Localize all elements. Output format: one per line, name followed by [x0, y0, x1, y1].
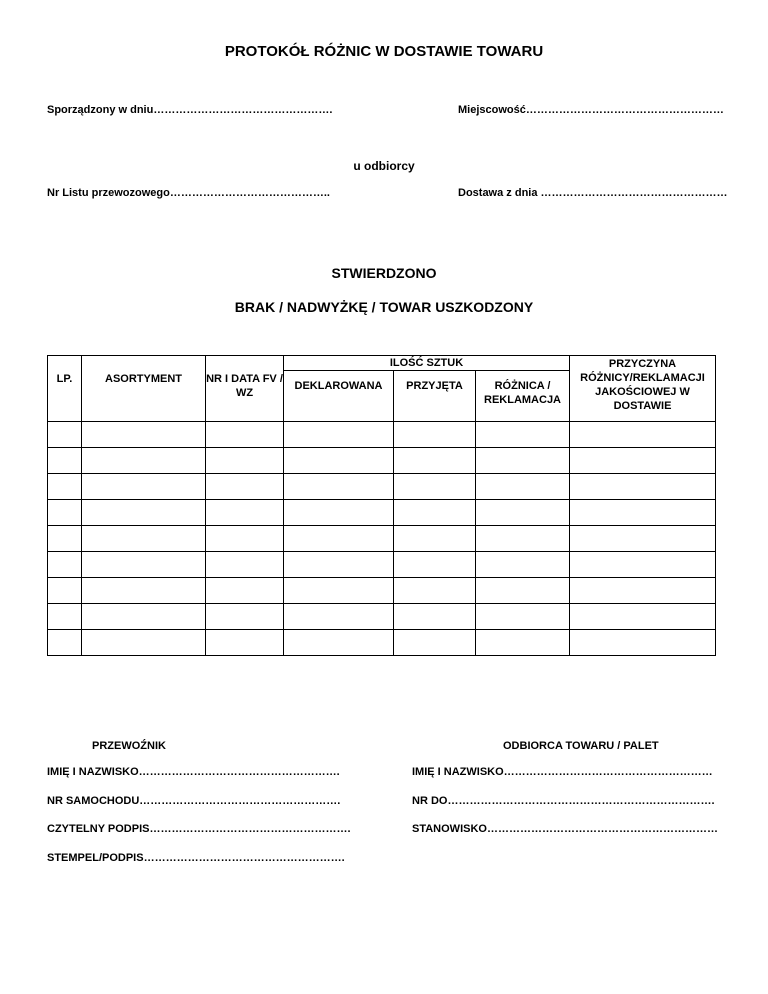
col-declared-header: DEKLAROWANA	[284, 371, 394, 422]
table-cell[interactable]	[570, 578, 716, 604]
receiver-name-field[interactable]: IMIĘ I NAZWISKO…………………………………………………	[412, 766, 713, 778]
table-cell[interactable]	[476, 422, 570, 448]
table-cell[interactable]	[48, 448, 82, 474]
recipient-label: u odbiorcy	[353, 159, 415, 173]
table-cell[interactable]	[206, 422, 284, 448]
table-cell[interactable]	[394, 474, 476, 500]
qty-group-header: ILOŚĆ SZTUK	[284, 356, 570, 371]
table-cell[interactable]	[570, 526, 716, 552]
table-cell[interactable]	[284, 604, 394, 630]
table-cell[interactable]	[394, 500, 476, 526]
table-cell[interactable]	[48, 604, 82, 630]
table-cell[interactable]	[48, 474, 82, 500]
col-received-header: PRZYJĘTA	[394, 371, 476, 422]
table-cell[interactable]	[394, 422, 476, 448]
col-difference-header: RÓŻNICA / REKLAMACJA	[476, 371, 570, 422]
date-field[interactable]: Sporządzony w dniu………………………………………….	[47, 104, 333, 116]
waybill-field[interactable]: Nr Listu przewozowego……………………………………..	[47, 187, 330, 199]
table-cell[interactable]	[394, 448, 476, 474]
col-reason-header: PRZYCZYNA RÓŻNICY/REKLAMACJI JAKOŚCIOWEJ W DOSTAWIE	[570, 356, 716, 422]
col-lp-header: LP.	[48, 356, 82, 422]
discrepancy-table	[47, 355, 716, 656]
table-cell[interactable]	[206, 474, 284, 500]
table-cell[interactable]	[48, 578, 82, 604]
carrier-name-field[interactable]: IMIĘ I NAZWISKO……………………………………………….	[47, 766, 340, 778]
table-cell[interactable]	[48, 630, 82, 656]
table-cell[interactable]	[476, 604, 570, 630]
table-cell[interactable]	[570, 422, 716, 448]
table-cell[interactable]	[82, 578, 206, 604]
table-cell[interactable]	[82, 474, 206, 500]
table-cell[interactable]	[570, 604, 716, 630]
table-cell[interactable]	[284, 474, 394, 500]
table-row	[48, 630, 716, 656]
table-row	[48, 474, 716, 500]
table-cell[interactable]	[476, 552, 570, 578]
table-cell[interactable]	[284, 500, 394, 526]
table-row	[48, 552, 716, 578]
table-cell[interactable]	[476, 448, 570, 474]
carrier-signature-field[interactable]: CZYTELNY PODPIS……………………………………………….	[47, 823, 351, 835]
table-cell[interactable]	[284, 422, 394, 448]
table-cell[interactable]	[284, 448, 394, 474]
table-row	[48, 578, 716, 604]
table-cell[interactable]	[206, 526, 284, 552]
status-heading: BRAK / NADWYŻKĘ / TOWAR USZKODZONY	[234, 299, 534, 315]
table-cell[interactable]	[284, 630, 394, 656]
col-assortment-header: ASORTYMENT	[82, 356, 206, 422]
table-cell[interactable]	[570, 552, 716, 578]
table-cell[interactable]	[476, 474, 570, 500]
table-cell[interactable]	[206, 500, 284, 526]
receiver-position-field[interactable]: STANOWISKO………………………………………………………	[412, 823, 718, 835]
stated-heading: STWIERDZONO	[331, 265, 437, 281]
table-cell[interactable]	[394, 604, 476, 630]
carrier-heading: PRZEWOŹNIK	[92, 740, 166, 752]
table-cell[interactable]	[476, 630, 570, 656]
place-field[interactable]: Miejscowość………………………………………………	[458, 104, 724, 116]
col-document-header: NR I DATA FV / WZ	[206, 356, 284, 422]
table-cell[interactable]	[284, 578, 394, 604]
table-cell[interactable]	[82, 500, 206, 526]
receiver-document-field[interactable]: NR DO……………………………………………………………….	[412, 795, 715, 807]
table-cell[interactable]	[394, 552, 476, 578]
document-title: PROTOKÓŁ RÓŻNIC W DOSTAWIE TOWARU	[224, 43, 544, 60]
table-cell[interactable]	[82, 630, 206, 656]
table-cell[interactable]	[284, 526, 394, 552]
table-cell[interactable]	[82, 526, 206, 552]
table-cell[interactable]	[82, 604, 206, 630]
table-cell[interactable]	[206, 578, 284, 604]
table-cell[interactable]	[48, 552, 82, 578]
table-cell[interactable]	[570, 474, 716, 500]
table-cell[interactable]	[206, 448, 284, 474]
table-row	[48, 500, 716, 526]
table-cell[interactable]	[284, 552, 394, 578]
table-cell[interactable]	[82, 552, 206, 578]
table-row	[48, 448, 716, 474]
table-cell[interactable]	[476, 526, 570, 552]
table-cell[interactable]	[48, 526, 82, 552]
receiver-heading: ODBIORCA TOWARU / PALET	[503, 740, 659, 752]
table-cell[interactable]	[570, 500, 716, 526]
delivery-date-field[interactable]: Dostawa z dnia ……………………………………………	[458, 187, 728, 199]
table-cell[interactable]	[570, 630, 716, 656]
table-row	[48, 604, 716, 630]
table-cell[interactable]	[48, 500, 82, 526]
table-cell[interactable]	[476, 500, 570, 526]
table-cell[interactable]	[82, 422, 206, 448]
carrier-stamp-field[interactable]: STEMPEL/PODPIS……………………………………………….	[47, 852, 345, 864]
table-row	[48, 526, 716, 552]
table-cell[interactable]	[206, 630, 284, 656]
table-cell[interactable]	[394, 526, 476, 552]
table-cell[interactable]	[48, 422, 82, 448]
table-cell[interactable]	[82, 448, 206, 474]
table-cell[interactable]	[394, 578, 476, 604]
table-cell[interactable]	[206, 552, 284, 578]
table-cell[interactable]	[206, 604, 284, 630]
table-cell[interactable]	[476, 578, 570, 604]
carrier-vehicle-field[interactable]: NR SAMOCHODU……………………………………………….	[47, 795, 341, 807]
table-row	[48, 422, 716, 448]
table-cell[interactable]	[570, 448, 716, 474]
table-cell[interactable]	[394, 630, 476, 656]
